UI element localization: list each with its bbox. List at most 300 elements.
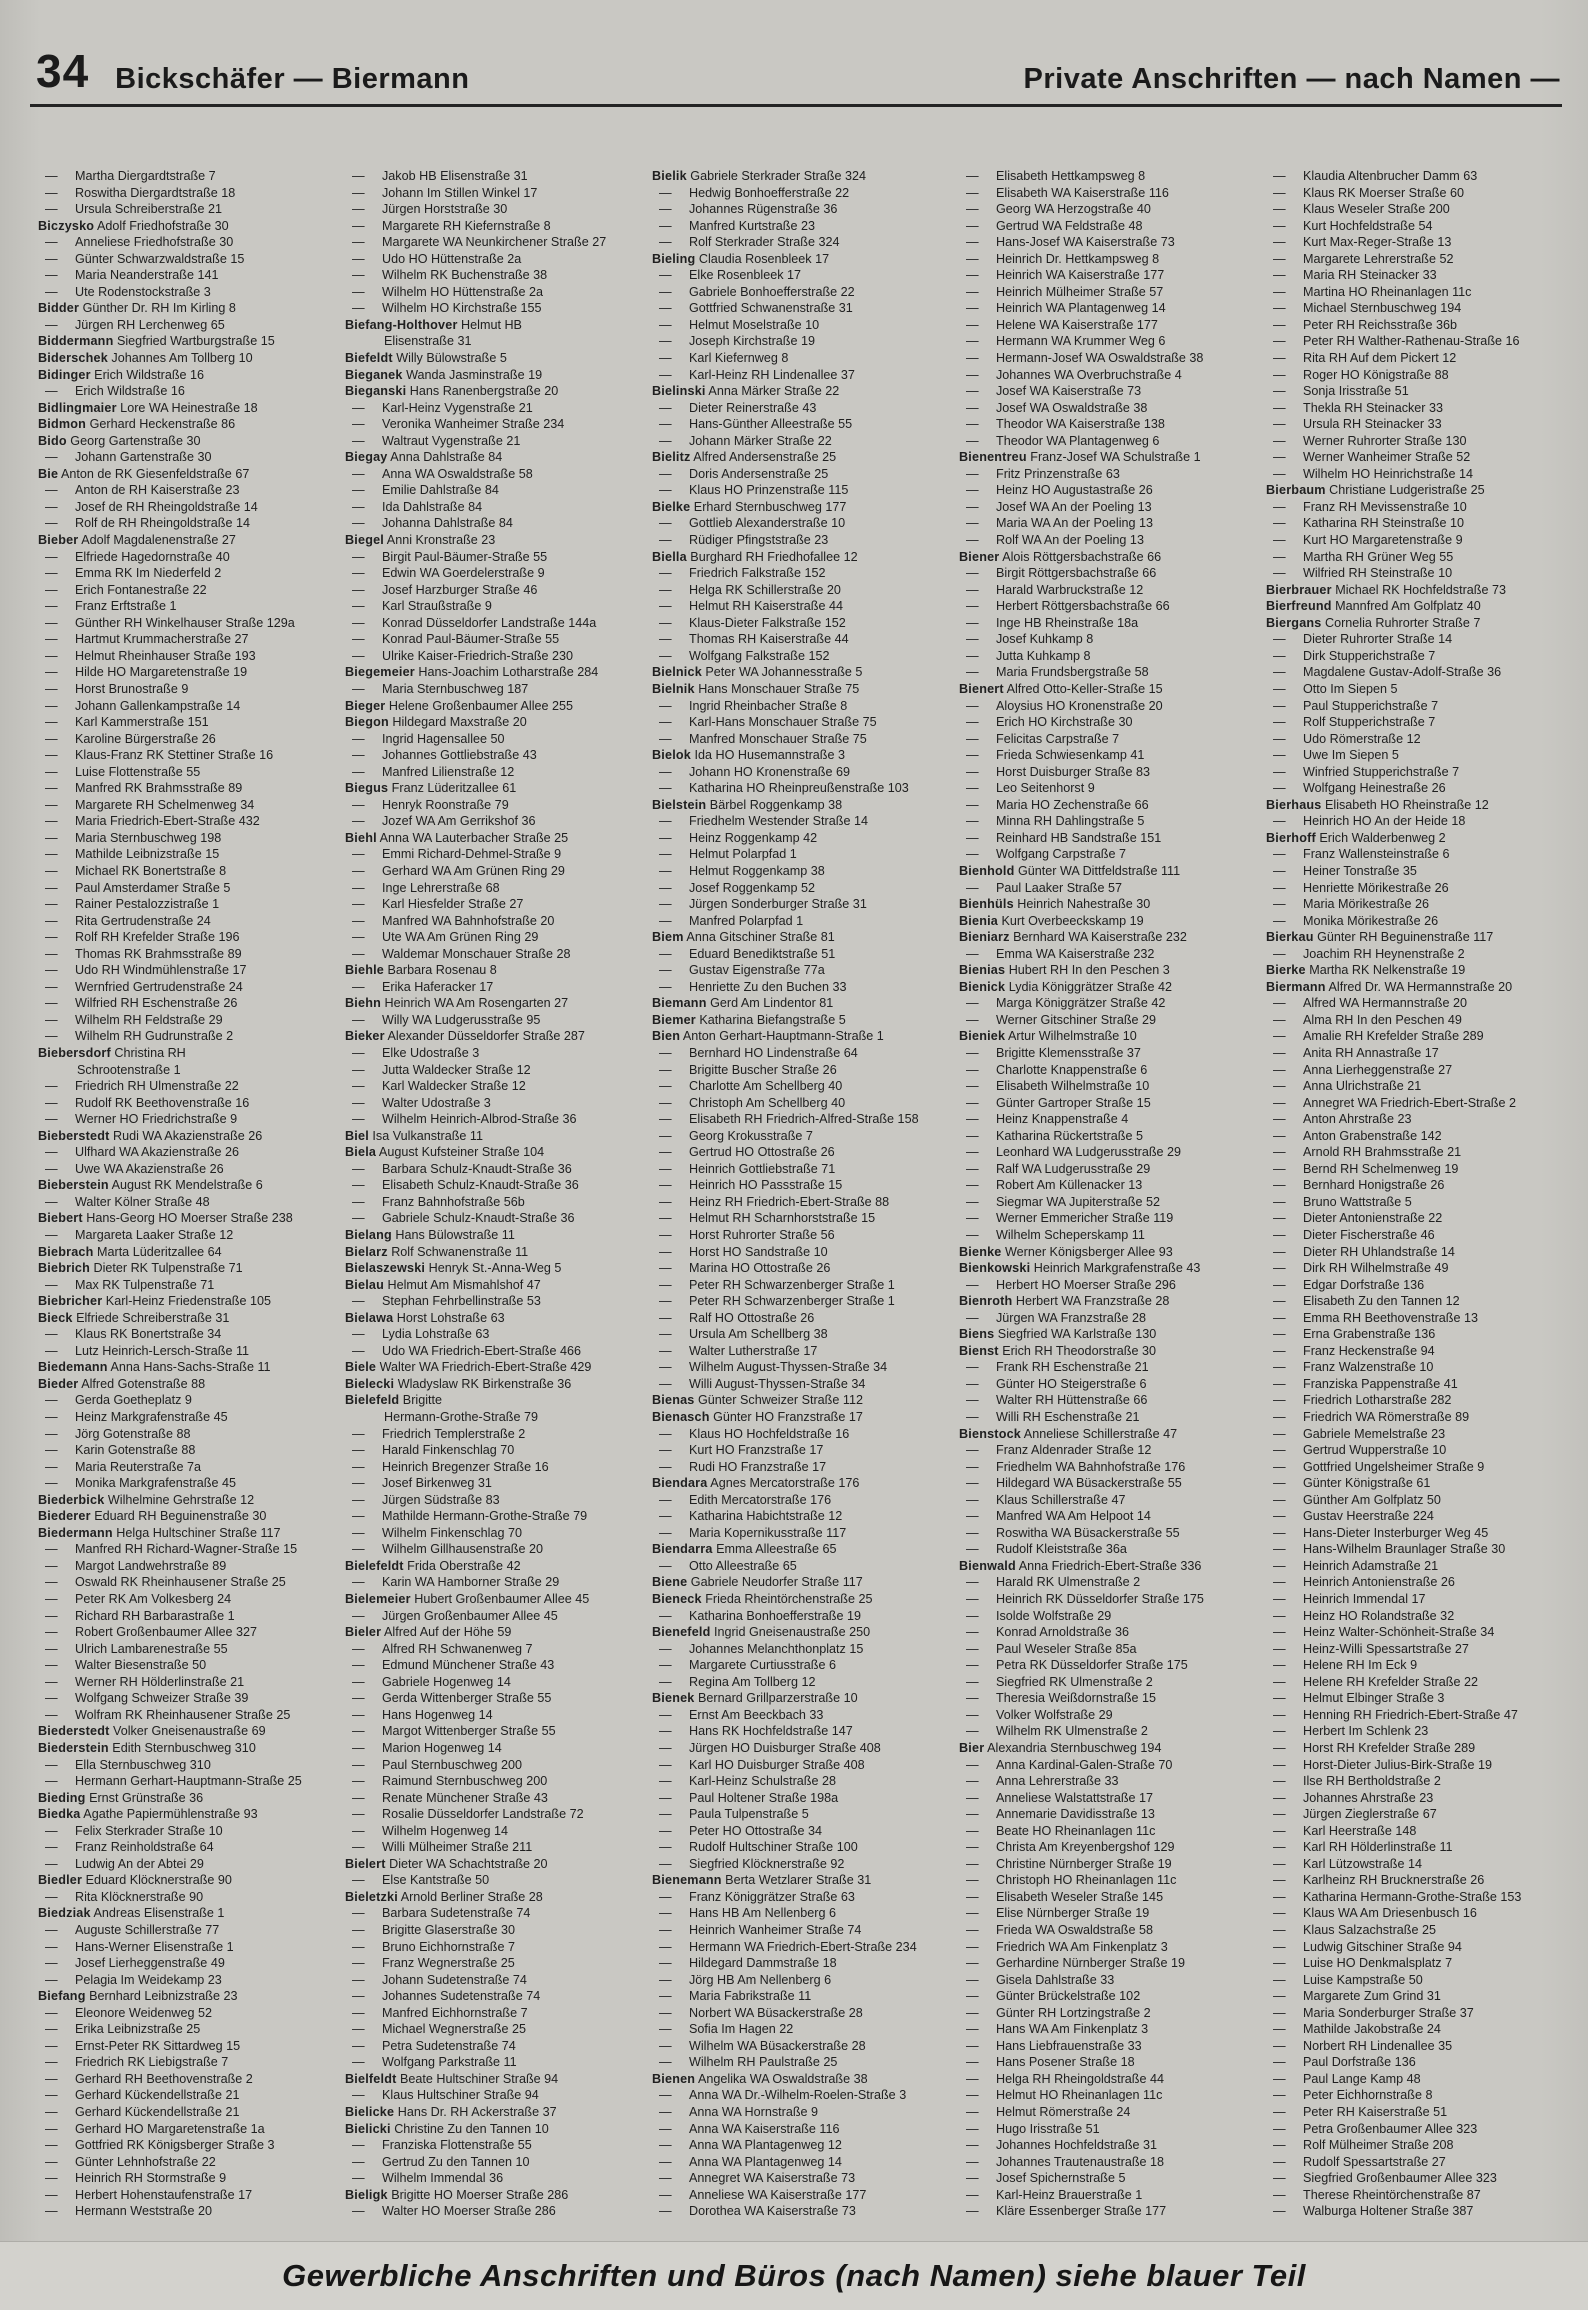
directory-entry: Bienias Hubert RH In den Peschen 3 — [959, 963, 1170, 978]
directory-entry: Bidinger Erich Wildstraße 16 — [38, 367, 205, 382]
repeat-surname-dash: — — [659, 1426, 672, 1441]
directory-entry: — Walter RH Hüttenstraße 66 — [959, 1392, 1255, 1409]
repeat-surname-dash: — — [966, 433, 979, 448]
directory-entry: — Henriette Zu den Buchen 33 — [652, 979, 948, 996]
repeat-surname-dash: — — [1273, 1261, 1286, 1276]
directory-entry: — Petra RK Düsseldorfer Straße 175 — [959, 1657, 1255, 1674]
directory-entry: Bienasch Günter HO Franzstraße 17 — [652, 1410, 863, 1425]
repeat-surname-dash: — — [352, 1922, 365, 1937]
directory-entry: — Walter Lutherstraße 17 — [652, 1343, 948, 1360]
repeat-surname-dash: — — [659, 2088, 672, 2103]
directory-entry: — Gerhard WA Am Grünen Ring 29 — [345, 863, 641, 880]
directory-entry: — Maria Kopernikusstraße 117 — [652, 1525, 948, 1542]
directory-entry: Biebrich Dieter RK Tulpenstraße 71 — [38, 1261, 243, 1276]
repeat-surname-dash: — — [966, 301, 979, 316]
directory-entry: Biendarra Emma Alleestraße 65 — [652, 1542, 837, 1557]
repeat-surname-dash: — — [45, 1889, 58, 1904]
directory-entry: — Werner Ruhrorter Straße 130 — [1266, 433, 1562, 450]
directory-entry: Biegay Anna Dahlstraße 84 — [345, 450, 503, 465]
repeat-surname-dash: — — [45, 251, 58, 266]
repeat-surname-dash: — — [1273, 284, 1286, 299]
repeat-surname-dash: — — [45, 2138, 58, 2153]
directory-entry: — Heinrich HO Passstraße 15 — [652, 1177, 948, 1194]
repeat-surname-dash: — — [45, 996, 58, 1011]
directory-entry: — Heinrich RK Düsseldorfer Straße 175 — [959, 1591, 1255, 1608]
repeat-surname-dash: — — [659, 913, 672, 928]
directory-entry: Biedka Agathe Papiermühlenstraße 93 — [38, 1807, 258, 1822]
directory-entry: — Kurt HO Franzstraße 17 — [652, 1442, 948, 1459]
repeat-surname-dash: — — [966, 781, 979, 796]
directory-entry: Biela August Kufsteiner Straße 104 — [345, 1145, 545, 1160]
directory-entry: — Edith Mercatorstraße 176 — [652, 1492, 948, 1509]
directory-entry: — Martha Diergardtstraße 7 — [38, 168, 334, 185]
directory-entry: — Thomas RH Kaiserstraße 44 — [652, 631, 948, 648]
directory-entry: Bielicke Hans Dr. RH Ackerstraße 37 — [345, 2104, 557, 2119]
directory-entry: — Margot Wittenberger Straße 55 — [345, 1723, 641, 1740]
directory-entry: — Marion Hogenweg 14 — [345, 1740, 641, 1757]
directory-entry: — Amalie RH Krefelder Straße 289 — [1266, 1028, 1562, 1045]
directory-entry: Bienstock Anneliese Schillerstraße 47 — [959, 1426, 1178, 1441]
repeat-surname-dash: — — [45, 1840, 58, 1855]
repeat-surname-dash: — — [659, 1128, 672, 1143]
directory-entry: — Johannes Rügenstraße 36 — [652, 201, 948, 218]
directory-entry: — Christa Am Kreyenbergshof 129 — [959, 1839, 1255, 1856]
repeat-surname-dash: — — [1273, 764, 1286, 779]
directory-entry: — Paula Tulpenstraße 5 — [652, 1806, 948, 1823]
repeat-surname-dash: — — [45, 2005, 58, 2020]
directory-entry: — Emma RK Im Niederfeld 2 — [38, 565, 334, 582]
directory-entry: — Gertrud WA Feldstraße 48 — [959, 218, 1255, 235]
repeat-surname-dash: — — [45, 1856, 58, 1871]
repeat-surname-dash: — — [45, 2022, 58, 2037]
directory-entry: Bieberstein August RK Mendelstraße 6 — [38, 1178, 263, 1193]
directory-entry: — Wilhelm Finkenschlag 70 — [345, 1525, 641, 1542]
directory-entry: — Herbert Röttgersbachstraße 66 — [959, 598, 1255, 615]
page-footer — [0, 2241, 1588, 2310]
repeat-surname-dash: — — [966, 814, 979, 829]
directory-entry: — Maria Sternbuschweg 187 — [345, 681, 641, 698]
repeat-surname-dash: — — [45, 1443, 58, 1458]
repeat-surname-dash: — — [659, 1178, 672, 1193]
directory-entry: — Gerhard Kückendellstraße 21 — [38, 2104, 334, 2121]
repeat-surname-dash: — — [1273, 169, 1286, 183]
directory-entry: Bienek Bernard Grillparzerstraße 10 — [652, 1691, 858, 1706]
directory-entry: — Heinz RH Friedrich-Ebert-Straße 88 — [652, 1194, 948, 1211]
directory-entry: — Petra Großenbaumer Allee 323 — [1266, 2121, 1562, 2138]
repeat-surname-dash: — — [966, 632, 979, 647]
directory-entry: Bielnick Peter WA Johannesstraße 5 — [652, 665, 863, 680]
repeat-surname-dash: — — [45, 913, 58, 928]
repeat-surname-dash: — — [1273, 1029, 1286, 1044]
repeat-surname-dash: — — [45, 1558, 58, 1573]
directory-column — [1266, 168, 1562, 2220]
footer-note: Gewerbliche Anschriften und Büros (nach Namen) siehe blauer Teil — [282, 2258, 1306, 2293]
repeat-surname-dash: — — [1273, 880, 1286, 895]
repeat-surname-dash: — — [659, 1641, 672, 1656]
directory-entry: — Roswitha Diergardtstraße 18 — [38, 185, 334, 202]
directory-entry: — Josef Harzburger Straße 46 — [345, 582, 641, 599]
repeat-surname-dash: — — [966, 847, 979, 862]
repeat-surname-dash: — — [352, 863, 365, 878]
directory-entry: — Katharina Hermann-Grothe-Straße 153 — [1266, 1889, 1562, 1906]
directory-entry: Biddermann Siegfried Wartburgstraße 15 — [38, 334, 275, 349]
directory-entry: — Günther RH Winkelhauser Straße 129a — [38, 615, 334, 632]
directory-entry: — Ursula Schreiberstraße 21 — [38, 201, 334, 218]
directory-entry: — Werner RH Hölderlinstraße 21 — [38, 1674, 334, 1691]
directory-entry: — Friedrich RK Liebigstraße 7 — [38, 2054, 334, 2071]
directory-entry: — Udo Römerstraße 12 — [1266, 731, 1562, 748]
repeat-surname-dash: — — [966, 1459, 979, 1474]
repeat-surname-dash: — — [659, 1360, 672, 1375]
directory-entry: — Friedrich Falkstraße 152 — [652, 565, 948, 582]
repeat-surname-dash: — — [45, 764, 58, 779]
directory-entry: Biebersdorf Christina RH — [38, 1045, 186, 1060]
directory-entry: — Thekla RH Steinacker 33 — [1266, 400, 1562, 417]
directory-entry: — Harald Warbruckstraße 12 — [959, 582, 1255, 599]
repeat-surname-dash: — — [352, 930, 365, 945]
directory-entry: — Elke Udostraße 3 — [345, 1045, 641, 1062]
directory-entry: — Harald Finkenschlag 70 — [345, 1442, 641, 1459]
directory-entry: — Ida Dahlstraße 84 — [345, 499, 641, 516]
directory-entry: Bienefeld Ingrid Gneisenaustraße 250 — [652, 1625, 871, 1640]
directory-entry: — Heinrich Gottliebstraße 71 — [652, 1161, 948, 1178]
repeat-surname-dash: — — [1273, 698, 1286, 713]
repeat-surname-dash: — — [1273, 1840, 1286, 1855]
repeat-surname-dash: — — [966, 1360, 979, 1375]
directory-entry: — Paul Dorfstraße 136 — [1266, 2054, 1562, 2071]
directory-entry: — Wilhelm HO Kirchstraße 155 — [345, 300, 641, 317]
directory-entry: — Kläre Essenberger Straße 177 — [959, 2203, 1255, 2220]
repeat-surname-dash: — — [659, 301, 672, 316]
directory-entry: — Anton de RH Kaiserstraße 23 — [38, 482, 334, 499]
directory-entry: Bienroth Herbert WA Franzstraße 28 — [959, 1294, 1170, 1309]
repeat-surname-dash: — — [45, 1426, 58, 1441]
repeat-surname-dash: — — [659, 1558, 672, 1573]
repeat-surname-dash: — — [352, 1012, 365, 1027]
directory-entry: Bielarz Rolf Schwanenstraße 11 — [345, 1244, 529, 1259]
directory-entry: Bieganski Hans Ranenbergstraße 20 — [345, 384, 559, 399]
directory-entry: — Heinrich Antonienstraße 26 — [1266, 1574, 1562, 1591]
repeat-surname-dash: — — [966, 400, 979, 415]
directory-entry: — Johann Sudetenstraße 74 — [345, 1972, 641, 1989]
directory-entry: — Heiner Tonstraße 35 — [1266, 863, 1562, 880]
repeat-surname-dash: — — [966, 1443, 979, 1458]
repeat-surname-dash: — — [966, 1542, 979, 1557]
directory-entry: — Gustav Heerstraße 224 — [1266, 1508, 1562, 1525]
repeat-surname-dash: — — [966, 1856, 979, 1871]
repeat-surname-dash: — — [966, 218, 979, 233]
directory-entry: — Wolfgang Schweizer Straße 39 — [38, 1690, 334, 1707]
directory-entry: — Isolde Wolfstraße 29 — [959, 1608, 1255, 1625]
repeat-surname-dash: — — [966, 1045, 979, 1060]
repeat-surname-dash: — — [966, 367, 979, 382]
repeat-surname-dash: — — [966, 1724, 979, 1739]
directory-entry: Biegus Franz Lüderitzallee 61 — [345, 781, 517, 796]
repeat-surname-dash: — — [1273, 499, 1286, 514]
directory-entry: Bienwald Anna Friedrich-Ebert-Straße 336 — [959, 1558, 1202, 1573]
repeat-surname-dash: — — [659, 1261, 672, 1276]
repeat-surname-dash: — — [352, 1525, 365, 1540]
directory-entry: — Anna WA Dr.-Wilhelm-Roelen-Straße 3 — [652, 2087, 948, 2104]
repeat-surname-dash: — — [1273, 516, 1286, 531]
repeat-surname-dash: — — [659, 317, 672, 332]
repeat-surname-dash: — — [659, 1079, 672, 1094]
directory-entry: — Heinz-Willi Spessartstraße 27 — [1266, 1641, 1562, 1658]
directory-entry: — Josef WA An der Poeling 13 — [959, 499, 1255, 516]
repeat-surname-dash: — — [966, 1658, 979, 1673]
directory-entry: — Anna WA Plantagenweg 12 — [652, 2137, 948, 2154]
repeat-surname-dash: — — [1273, 1045, 1286, 1060]
directory-entry: — Luise Flottenstraße 55 — [38, 764, 334, 781]
directory-entry: — Josef Birkenweg 31 — [345, 1475, 641, 1492]
directory-entry: — Aloysius HO Kronenstraße 20 — [959, 698, 1255, 715]
directory-entry: — Ulrike Kaiser-Friedrich-Straße 230 — [345, 648, 641, 665]
directory-entry: — Manfred Eichhornstraße 7 — [345, 2005, 641, 2022]
directory-entry: — Dieter Reinerstraße 43 — [652, 400, 948, 417]
directory-entry: — Udo HO Hüttenstraße 2a — [345, 251, 641, 268]
repeat-surname-dash: — — [352, 2038, 365, 2053]
repeat-surname-dash: — — [352, 1327, 365, 1342]
directory-entry: Bielinski Anna Märker Straße 22 — [652, 384, 840, 399]
repeat-surname-dash: — — [45, 814, 58, 829]
directory-entry: — Ludwig An der Abtei 29 — [38, 1856, 334, 1873]
repeat-surname-dash: — — [352, 2138, 365, 2153]
directory-entry: — Johann Im Stillen Winkel 17 — [345, 185, 641, 202]
directory-entry: Biebrach Marta Lüderitzallee 64 — [38, 1244, 222, 1259]
repeat-surname-dash: — — [966, 996, 979, 1011]
repeat-surname-dash: — — [45, 1641, 58, 1656]
repeat-surname-dash: — — [659, 2187, 672, 2202]
directory-entry: Elisenstraße 31 — [384, 334, 472, 349]
directory-entry: — Ingrid Hagensallee 50 — [345, 731, 641, 748]
directory-entry: — Ingrid Rheinbacher Straße 8 — [652, 698, 948, 715]
directory-entry: — Joachim RH Heynenstraße 2 — [1266, 946, 1562, 963]
repeat-surname-dash: — — [1273, 1194, 1286, 1209]
directory-entry: Bieger Helene Großenbaumer Allee 255 — [345, 698, 574, 713]
repeat-surname-dash: — — [352, 615, 365, 630]
repeat-surname-dash: — — [1273, 748, 1286, 763]
directory-entry: — Wolfgang Heinestraße 26 — [1266, 780, 1562, 797]
repeat-surname-dash: — — [1273, 1310, 1286, 1325]
repeat-surname-dash: — — [1273, 1211, 1286, 1226]
repeat-surname-dash: — — [352, 235, 365, 250]
directory-entry: — Karl Waldecker Straße 12 — [345, 1078, 641, 1095]
directory-entry: Bidmon Gerhard Heckenstraße 86 — [38, 417, 236, 432]
directory-entry: — Karl Kammerstraße 151 — [38, 714, 334, 731]
directory-entry: — Peter HO Ottostraße 34 — [652, 1823, 948, 1840]
directory-entry: — Hans-Werner Elisenstraße 1 — [38, 1939, 334, 1956]
directory-entry: — Annemarie Davidisstraße 13 — [959, 1806, 1255, 1823]
directory-entry: — Klaus Schillerstraße 47 — [959, 1492, 1255, 1509]
repeat-surname-dash: — — [45, 2121, 58, 2136]
directory-entry: — Pelagia Im Weidekamp 23 — [38, 1972, 334, 1989]
directory-entry: Bienia Kurt Overbeeckskamp 19 — [959, 913, 1144, 928]
repeat-surname-dash: — — [966, 2154, 979, 2169]
repeat-surname-dash: — — [659, 516, 672, 531]
repeat-surname-dash: — — [966, 1509, 979, 1524]
directory-entry: — Raimund Sternbuschweg 200 — [345, 1773, 641, 1790]
repeat-surname-dash: — — [966, 764, 979, 779]
directory-entry: Bieganek Wanda Jasminstraße 19 — [345, 367, 543, 382]
directory-entry: — Günter Lehnhofstraße 22 — [38, 2154, 334, 2171]
repeat-surname-dash: — — [659, 1939, 672, 1954]
directory-entry: — Rolf Stupperichstraße 7 — [1266, 714, 1562, 731]
directory-entry: — Peter RH Schwarzenberger Straße 1 — [652, 1277, 948, 1294]
repeat-surname-dash: — — [966, 566, 979, 581]
directory-entry: — Norbert RH Lindenallee 35 — [1266, 2038, 1562, 2055]
directory-entry: — Dirk Stupperichstraße 7 — [1266, 648, 1562, 665]
directory-entry: — Roswitha WA Büsackerstraße 55 — [959, 1525, 1255, 1542]
directory-entry: — Johann HO Kronenstraße 69 — [652, 764, 948, 781]
repeat-surname-dash: — — [659, 533, 672, 548]
directory-entry: — Klaus WA Am Driesenbusch 16 — [1266, 1905, 1562, 1922]
directory-entry: — Uwe WA Akazienstraße 26 — [38, 1161, 334, 1178]
repeat-surname-dash: — — [659, 615, 672, 630]
directory-entry: — Dirk RH Wilhelmstraße 49 — [1266, 1260, 1562, 1277]
directory-entry: Bieneck Frieda Rheintörchenstraße 25 — [652, 1592, 873, 1607]
directory-entry: Bielang Hans Bülowstraße 11 — [345, 1228, 515, 1242]
repeat-surname-dash: — — [966, 235, 979, 250]
repeat-surname-dash: — — [45, 2154, 58, 2169]
repeat-surname-dash: — — [659, 715, 672, 730]
directory-entry: — Paul Weseler Straße 85a — [959, 1641, 1255, 1658]
repeat-surname-dash: — — [659, 698, 672, 713]
directory-entry: — Wolfgang Parkstraße 11 — [345, 2054, 641, 2071]
directory-entry: — Uwe Im Siepen 5 — [1266, 747, 1562, 764]
repeat-surname-dash: — — [45, 450, 58, 465]
repeat-surname-dash: — — [1273, 1079, 1286, 1094]
directory-entry: — Elke Rosenbleek 17 — [652, 267, 948, 284]
repeat-surname-dash: — — [352, 913, 365, 928]
repeat-surname-dash: — — [1273, 1757, 1286, 1772]
directory-entry: — Klaus Weseler Straße 200 — [1266, 201, 1562, 218]
directory-entry: — Joseph Kirchstraße 19 — [652, 333, 948, 350]
directory-entry: — Willi RH Eschenstraße 21 — [959, 1409, 1255, 1426]
directory-entry: — Paul Sternbuschweg 200 — [345, 1757, 641, 1774]
repeat-surname-dash: — — [966, 1145, 979, 1160]
repeat-surname-dash: — — [1273, 2121, 1286, 2136]
directory-entry: — Annegret WA Kaiserstraße 73 — [652, 2170, 948, 2187]
directory-entry: — Felicitas Carpstraße 7 — [959, 731, 1255, 748]
directory-entry: — Maria Sternbuschweg 198 — [38, 830, 334, 847]
repeat-surname-dash: — — [352, 1045, 365, 1060]
page-number: 34 — [36, 45, 90, 97]
repeat-surname-dash: — — [1273, 351, 1286, 366]
directory-entry: — Heinrich RH Stormstraße 9 — [38, 2170, 334, 2187]
repeat-surname-dash: — — [966, 1112, 979, 1127]
repeat-surname-dash: — — [45, 1707, 58, 1722]
repeat-surname-dash: — — [352, 516, 365, 531]
directory-entry: — Johannes Hochfeldstraße 31 — [959, 2137, 1255, 2154]
directory-entry: — Bernd RH Schelmenweg 19 — [1266, 1161, 1562, 1178]
repeat-surname-dash: — — [352, 1443, 365, 1458]
repeat-surname-dash: — — [352, 1956, 365, 1971]
repeat-surname-dash: — — [352, 1989, 365, 2004]
directory-entry: Biehn Heinrich WA Am Rosengarten 27 — [345, 996, 569, 1011]
repeat-surname-dash: — — [45, 715, 58, 730]
repeat-surname-dash: — — [966, 1410, 979, 1425]
directory-entry: Bierbrauer Michael RK Hochfeldstraße 73 — [1266, 582, 1506, 597]
repeat-surname-dash: — — [352, 946, 365, 961]
directory-entry: — Gottfried Ungelsheimer Straße 9 — [1266, 1459, 1562, 1476]
repeat-surname-dash: — — [352, 1211, 365, 1226]
directory-entry: — Gerhard HO Margaretenstraße 1a — [38, 2121, 334, 2138]
directory-entry: — Hermann Gerhart-Hauptmann-Straße 25 — [38, 1773, 334, 1790]
directory-entry: Biebricher Karl-Heinz Friedenstraße 105 — [38, 1294, 271, 1309]
repeat-surname-dash: — — [45, 847, 58, 862]
directory-entry: — Udo RH Windmühlenstraße 17 — [38, 962, 334, 979]
directory-entry: — Karl-Heinz Brauerstraße 1 — [959, 2187, 1255, 2204]
directory-entry: — Doris Andersenstraße 25 — [652, 466, 948, 483]
directory-entry: — Helga RK Schillerstraße 20 — [652, 582, 948, 599]
repeat-surname-dash: — — [659, 1343, 672, 1358]
directory-entry: — Anna WA Oswaldstraße 58 — [345, 466, 641, 483]
directory-entry: — Rita Klöcknerstraße 90 — [38, 1889, 334, 1906]
repeat-surname-dash: — — [1273, 1443, 1286, 1458]
repeat-surname-dash: — — [45, 2171, 58, 2186]
repeat-surname-dash: — — [659, 1972, 672, 1987]
directory-entry: Biefang-Holthover Helmut HB — [345, 317, 522, 332]
directory-entry: — Gottfried RK Königsberger Straße 3 — [38, 2137, 334, 2154]
directory-entry: Biehle Barbara Rosenau 8 — [345, 963, 497, 978]
repeat-surname-dash: — — [45, 1774, 58, 1789]
directory-entry: — Karl Hiesfelder Straße 27 — [345, 896, 641, 913]
repeat-surname-dash: — — [45, 599, 58, 614]
repeat-surname-dash: — — [966, 1228, 979, 1242]
directory-entry: Bido Georg Gartenstraße 30 — [38, 433, 201, 448]
directory-entry: — Heinrich Wanheimer Straße 74 — [652, 1922, 948, 1939]
repeat-surname-dash: — — [966, 648, 979, 663]
directory-entry: — Karl Lützowstraße 14 — [1266, 1856, 1562, 1873]
directory-entry: — Friedrich RH Ulmenstraße 22 — [38, 1078, 334, 1095]
directory-entry: — Josef Lierheggenstraße 49 — [38, 1955, 334, 1972]
repeat-surname-dash: — — [45, 1476, 58, 1491]
directory-entry: — Christine Nürnberger Straße 19 — [959, 1856, 1255, 1873]
repeat-surname-dash: — — [659, 1840, 672, 1855]
repeat-surname-dash: — — [1273, 681, 1286, 696]
repeat-surname-dash: — — [966, 1476, 979, 1491]
repeat-surname-dash: — — [1273, 1294, 1286, 1309]
directory-entry: — Maria WA An der Poeling 13 — [959, 515, 1255, 532]
directory-entry: — Josef Kuhkamp 8 — [959, 631, 1255, 648]
directory-entry: — Karl-Heinz Vygenstraße 21 — [345, 400, 641, 417]
repeat-surname-dash: — — [1273, 450, 1286, 465]
directory-entry: — Wilhelm RH Feldstraße 29 — [38, 1012, 334, 1029]
directory-entry: — Frieda Schwiesenkamp 41 — [959, 747, 1255, 764]
repeat-surname-dash: — — [352, 1294, 365, 1309]
directory-entry: — Mathilde Jakobstraße 24 — [1266, 2021, 1562, 2038]
directory-entry: — Heinz Markgrafenstraße 45 — [38, 1409, 334, 1426]
repeat-surname-dash: — — [352, 731, 365, 746]
directory-entry: — Helmut HO Rheinanlagen 11c — [959, 2087, 1255, 2104]
repeat-surname-dash: — — [1273, 533, 1286, 548]
repeat-surname-dash: — — [966, 1608, 979, 1623]
directory-entry: — Max RK Tulpenstraße 71 — [38, 1277, 334, 1294]
directory-entry: — Horst-Dieter Julius-Birk-Straße 19 — [1266, 1757, 1562, 1774]
repeat-surname-dash: — — [659, 417, 672, 432]
directory-entry: — Johannes WA Overbruchstraße 4 — [959, 367, 1255, 384]
directory-entry: Bieding Ernst Grünstraße 36 — [38, 1790, 204, 1805]
directory-entry: — Heinz Walter-Schönheit-Straße 34 — [1266, 1624, 1562, 1641]
repeat-surname-dash: — — [45, 499, 58, 514]
repeat-surname-dash: — — [659, 946, 672, 961]
repeat-surname-dash: — — [45, 169, 58, 183]
repeat-surname-dash: — — [966, 1128, 979, 1143]
repeat-surname-dash: — — [966, 1095, 979, 1110]
directory-entry: — Rudolf Kleiststraße 36a — [959, 1541, 1255, 1558]
directory-entry: — Ute Rodenstockstraße 3 — [38, 284, 334, 301]
directory-entry: — Henryk Roonstraße 79 — [345, 797, 641, 814]
